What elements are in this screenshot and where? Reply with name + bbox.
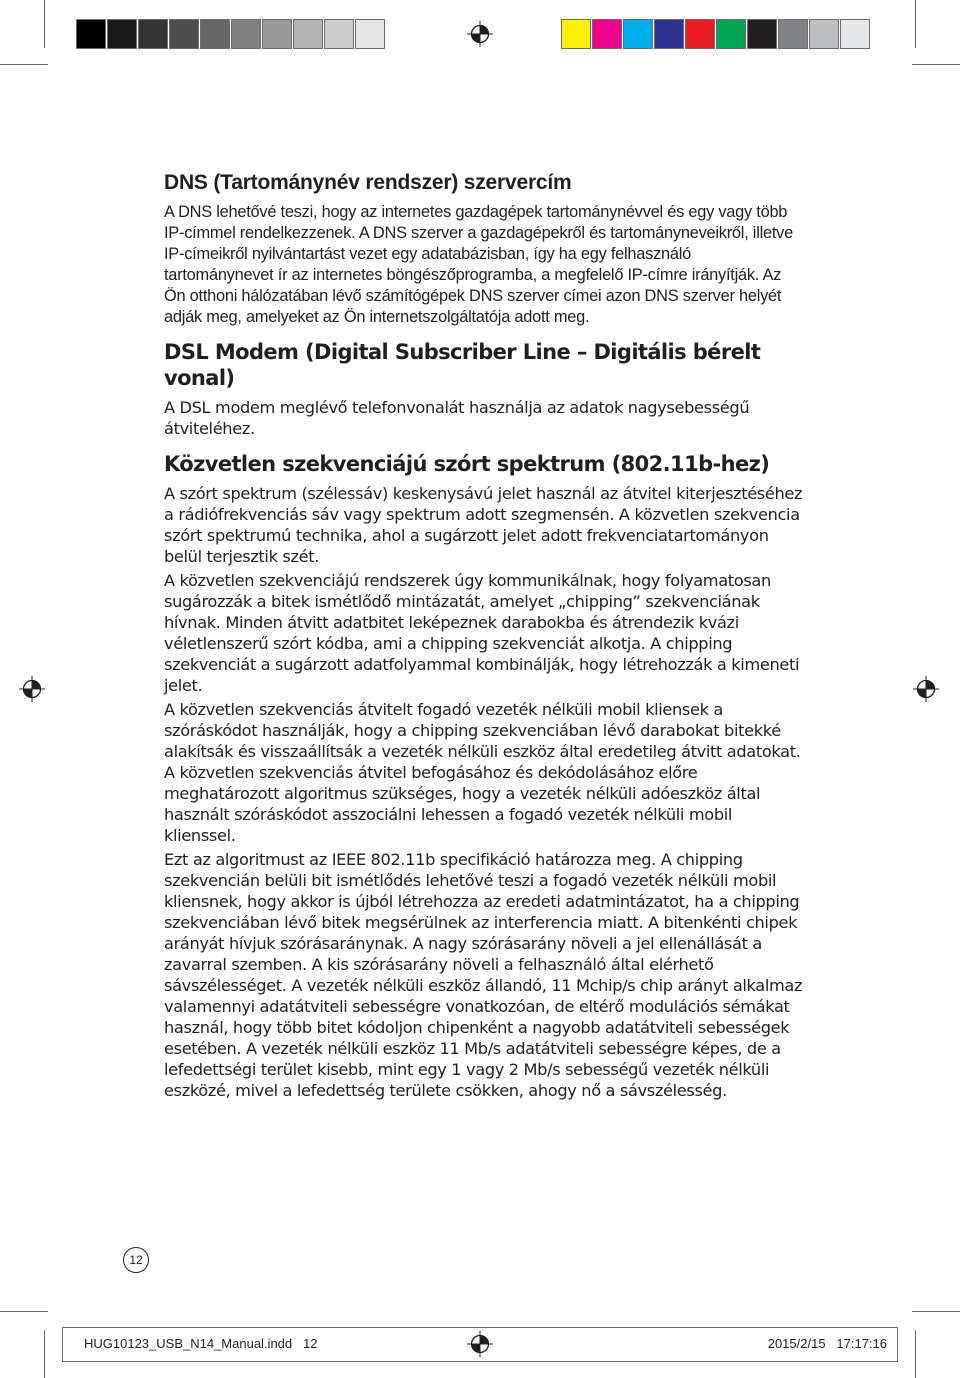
process-color-bar: [561, 19, 871, 49]
color-swatch: [561, 19, 591, 49]
section-title-dns: DNS (Tartománynév rendszer) szervercím: [164, 171, 572, 194]
color-swatch: [716, 19, 746, 49]
gray-swatch: [76, 19, 106, 49]
registration-mark-icon: [19, 676, 45, 702]
crop-mark: [44, 0, 45, 48]
page-content: [164, 170, 804, 1101]
crop-mark: [0, 1311, 48, 1312]
gray-swatch: [107, 19, 137, 49]
section-paragraph-dns: A DNS lehetővé teszi, hogy az internetes gazdagépek tartománynévvel és egy vagy több IP-címmel rendelkezzenek. A DNS szerver a gazdagépekről és tartományneveikről, illetve IP-címeikről nyilvántartást vezet egy adatabázisban, így ha egy felhasználó tartománynevet ír az internetes böngészőprogramba, a megfelelő IP-címre irányítják. Az Ön otthoni hálózatában lévő számítógépek DNS szerver címei azon DNS szerver helyét adják meg, amelyeket az Ön internetszolgáltatója adott meg.: [164, 203, 793, 326]
section-title-dsss: Közvetlen szekvenciájú szórt spektrum (802.11b-hez): [164, 452, 770, 477]
color-swatch: [592, 19, 622, 49]
gray-swatch: [262, 19, 292, 49]
color-swatch: [809, 19, 839, 49]
crop-mark: [912, 64, 960, 65]
crop-mark: [44, 1330, 45, 1378]
gray-swatch: [324, 19, 354, 49]
footer-filename: HUG10123_USB_N14_Manual.indd 12: [84, 1336, 318, 1351]
color-swatch: [685, 19, 715, 49]
registration-mark-icon: [467, 21, 493, 47]
section-title-dsl: DSL Modem (Digital Subscriber Line – Digitális bérelt vonal): [164, 340, 761, 391]
color-swatch: [747, 19, 777, 49]
footer-timestamp: 2015/2/15 17:17:16: [767, 1336, 887, 1351]
crop-mark: [915, 1330, 916, 1378]
gray-swatch: [200, 19, 230, 49]
gray-swatch: [293, 19, 323, 49]
gray-swatch: [231, 19, 261, 49]
gray-swatch: [355, 19, 385, 49]
page-number: 12: [123, 1247, 149, 1273]
gray-swatch: [169, 19, 199, 49]
registration-mark-icon: [913, 676, 939, 702]
section-paragraph-dsss: A szórt spektrum (szélessáv) keskenysávú jelet használ az átvitel kiterjesztéséhez a rádiófrekvenciás sáv vagy spektrum adott szegmensén. A közvetlen szekvencia szórt spektrumú technika, ahol a sugárzott jelet adott frekvenciatartományon belül terjesztik szét.: [164, 484, 803, 567]
color-swatch: [778, 19, 808, 49]
color-swatch: [840, 19, 870, 49]
gray-swatch: [138, 19, 168, 49]
crop-mark: [915, 0, 916, 48]
color-swatch: [654, 19, 684, 49]
grayscale-color-bar: [76, 19, 386, 49]
color-swatch: [623, 19, 653, 49]
section-paragraph-dsss: A közvetlen szekvenciájú rendszerek úgy kommunikálnak, hogy folyamatosan sugározzák a bitek ismétlődő mintázatát, amelyet „chipping” szekvenciának hívnak. Minden átvitt adatbitet leképeznek darabokba és átrendezik kvázi véletlenszerű szórt kódba, ami a chipping szekvenciát alkotja. A chipping szekvenciát a sugárzott adatfolyammal kombinálják, hogy létrehozzák a kimeneti jelet.: [164, 571, 800, 696]
crop-mark: [0, 64, 48, 65]
section-paragraph-dsss: Ezt az algoritmust az IEEE 802.11b specifikáció határozza meg. A chipping szekvencián belüli bit ismétlődés lehetővé teszi a fogadó vezeték nélküli mobil kliensnek, hogy akkor is újból létrehozza az eredeti adatmintázatot, ha a chipping szekvenciában lévő bitek megsérülnek az interferencia miatt. A bitenkénti chipek arányát hívjuk szórásaránynak. A nagy szórásarány növeli a jel ellenállását a zavarral szemben. A kis szórásarány növeli a felhasználó által elérhető sávszélességet. A vezeték nélküli eszköz állandó, 11 Mchip/s chip arányt alkalmaz valamennyi adatátviteli sebességre vonatkozóan, de eltérő modulációs sémákat használ, hogy több bitet kódoljon chipenként a nagyobb adatátviteli sebességek esetében. A vezeték nélküli eszköz 11 Mb/s adatátviteli sebességre képes, de a lefedettségi terület kisebb, mint egy 1 vagy 2 Mb/s sebességű vezeték nélküli eszközé, mivel a lefedettség területe csökken, ahogy nő a sávszélesség.: [164, 850, 803, 1101]
crop-mark: [912, 1311, 960, 1312]
section-paragraph-dsl: A DSL modem meglévő telefonvonalát használja az adatok nagysebességű átviteléhez.: [164, 398, 750, 439]
section-paragraph-dsss: A közvetlen szekvenciás átvitelt fogadó vezeték nélküli mobil kliensek a szóráskódot használják, hogy a chipping szekvenciában lévő darabokat bitekké alakítsák és visszaállítsák a vezeték nélküli eszköz által eredetileg átvitt adatokat. A közvetlen szekvenciás átvitel befogásához és dekódolásához előre meghatározott algoritmus szükséges, hogy a vezeték nélküli adóeszköz által használt szóráskódot asszociálni lehessen a fogadó vezeték nélküli mobil klienssel.: [164, 700, 801, 846]
